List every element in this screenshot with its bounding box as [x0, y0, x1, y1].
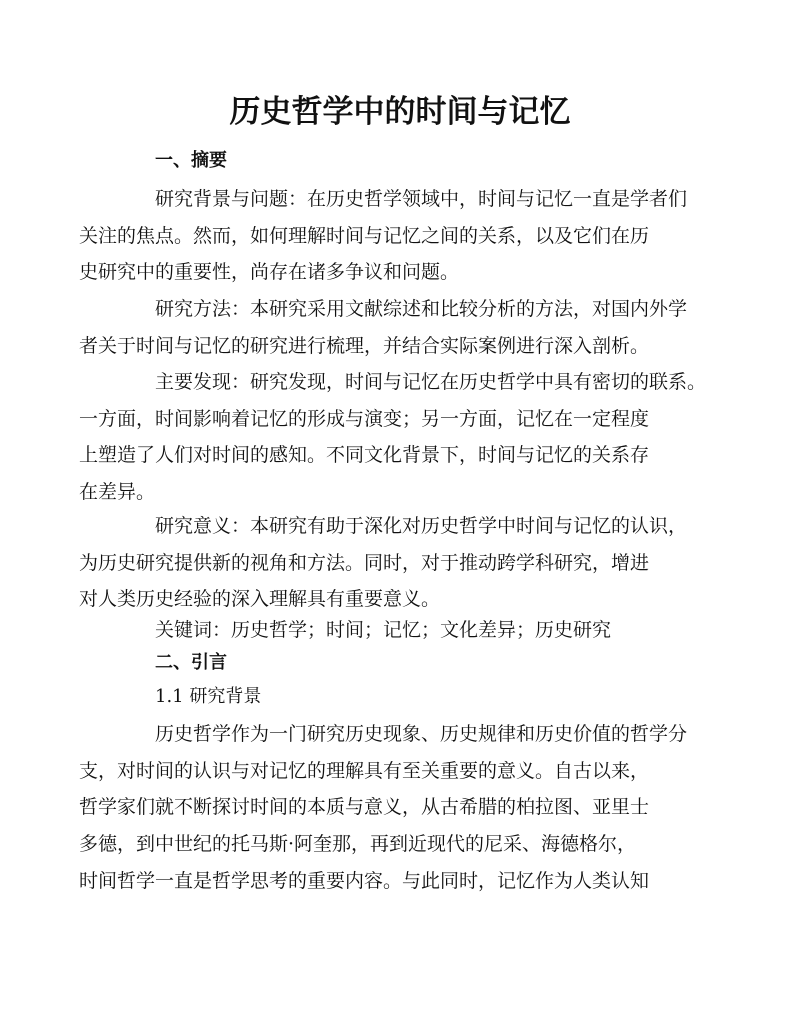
abstract-background-paragraph: [79, 181, 688, 291]
abstract-significance-paragraph: [79, 508, 688, 618]
paragraph-line: 研究方法：本研究采用文献综述和比较分析的方法，对国内外学: [155, 298, 688, 320]
keywords-text: 关键词：历史哲学；时间；记忆；文化差异；历史研究: [155, 619, 612, 641]
paragraph-line: 研究意义：本研究有助于深化对历史哲学中时间与记忆的认识，: [155, 515, 688, 537]
paragraph-line: 多德，到中世纪的托马斯·阿奎那，再到近现代的尼采、海德格尔，: [79, 833, 637, 856]
paragraph-line: 一方面，时间影响着记忆的形成与演变；另一方面，记忆在一定程度: [79, 407, 650, 430]
paragraph-line: 者关于时间与记忆的研究进行梳理，并结合实际案例进行深入剖析。: [79, 334, 650, 357]
paragraph-line: 时间哲学一直是哲学思考的重要内容。与此同时，记忆作为人类认知: [79, 869, 650, 892]
paragraph-line: 哲学家们就不断探讨时间的本质与意义，从古希腊的柏拉图、亚里士: [79, 796, 650, 819]
paragraph-line: 对人类历史经验的深入理解具有重要意义。: [79, 588, 441, 611]
keywords-line: [117, 612, 687, 649]
paragraph-line: 主要发现：研究发现，时间与记忆在历史哲学中具有密切的联系。: [155, 371, 707, 393]
paragraph-line: 为历史研究提供新的视角和方法。同时，对于推动跨学科研究，增进: [79, 551, 650, 574]
paragraph-line: 研究背景与问题：在历史哲学领域中，时间与记忆一直是学者们: [155, 188, 688, 210]
section-heading-abstract: 一、摘要: [155, 150, 227, 171]
section-heading-introduction: 二、引言: [155, 652, 227, 673]
paragraph-line: 关注的焦点。然而，如何理解时间与记忆之间的关系，以及它们在历: [79, 224, 650, 247]
subsection-heading-research-background: 1.1 研究背景: [155, 686, 262, 707]
paragraph-line: 在差异。: [79, 481, 156, 504]
document-title: 历史哲学中的时间与记忆: [229, 94, 571, 130]
paragraph-line: 支，对时间的认识与对记忆的理解具有至关重要的意义。自古以来，: [79, 759, 650, 782]
paragraph-line: 史研究中的重要性，尚存在诸多争议和问题。: [79, 261, 460, 284]
paragraph-line: 上塑造了人们对时间的感知。不同文化背景下，时间与记忆的关系存: [79, 444, 650, 467]
abstract-findings-paragraph: [79, 364, 707, 511]
intro-paragraph: [79, 716, 688, 900]
abstract-methods-paragraph: [79, 291, 688, 364]
paragraph-line: 历史哲学作为一门研究历史现象、历史规律和历史价值的哲学分: [155, 723, 688, 745]
